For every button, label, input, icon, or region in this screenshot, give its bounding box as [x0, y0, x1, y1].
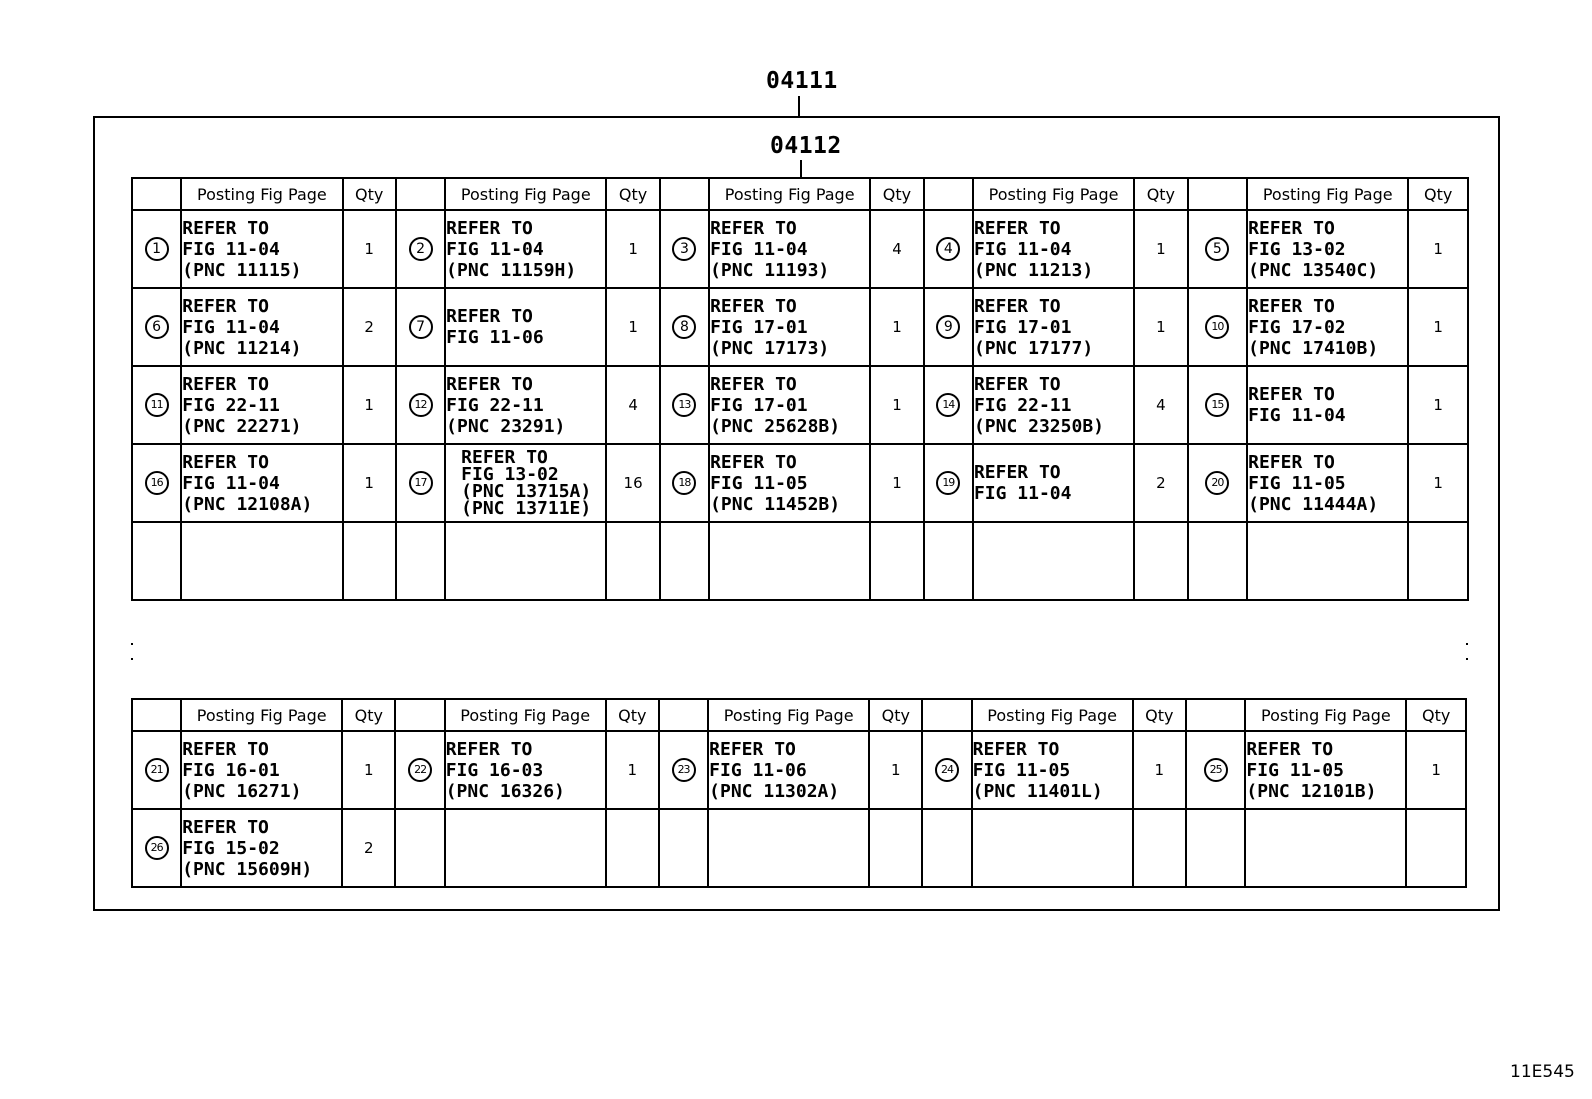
table-row	[132, 366, 1468, 444]
reference-line: (PNC 17410B)	[1248, 337, 1379, 359]
reference-line: REFER TO	[182, 373, 269, 395]
empty-cell	[972, 809, 1133, 887]
reference-line: REFER TO	[461, 447, 548, 468]
header-qty: Qty	[1134, 178, 1187, 210]
reference-line: FIG 11-04	[182, 316, 280, 338]
item-number-circle: 23	[672, 758, 696, 782]
item-number-cell	[396, 366, 445, 444]
posting-reference-cell	[1247, 444, 1408, 522]
posting-reference-cell	[709, 366, 870, 444]
header-blank-cell	[396, 178, 445, 210]
header-blank-cell	[922, 699, 971, 731]
header-qty: Qty	[869, 699, 922, 731]
header-qty: Qty	[1133, 699, 1186, 731]
header-qty: Qty	[1406, 699, 1466, 731]
empty-cell	[1406, 809, 1466, 887]
continuation-dot	[131, 658, 133, 660]
header-posting-fig-page: Posting Fig Page	[445, 699, 606, 731]
reference-line: (PNC 23291)	[446, 415, 566, 437]
reference-line: (PNC 23250B)	[973, 415, 1104, 437]
qty-cell: 1	[606, 288, 659, 366]
illustration-code: 11E545	[1510, 1062, 1575, 1082]
qty-cell: 4	[606, 366, 659, 444]
item-number-cell	[396, 288, 445, 366]
item-number-cell	[132, 809, 181, 887]
reference-line: FIG 11-05	[972, 759, 1071, 781]
item-number-cell	[1186, 731, 1245, 809]
item-number-cell	[132, 366, 181, 444]
item-number-circle: 7	[409, 315, 433, 339]
qty-cell: 1	[870, 444, 923, 522]
reference-table-upper	[131, 177, 1469, 601]
reference-line: (PNC 11159H)	[446, 259, 577, 281]
item-number-circle: 11	[145, 393, 169, 417]
assembly-label: 04111	[766, 68, 838, 94]
table-row	[132, 731, 1466, 809]
item-number-cell	[660, 444, 709, 522]
reference-line: FIG 11-04	[446, 238, 544, 260]
item-number-circle: 9	[936, 315, 960, 339]
continuation-dot	[1466, 643, 1468, 645]
header-posting-fig-page: Posting Fig Page	[181, 699, 342, 731]
item-number-circle: 17	[409, 471, 433, 495]
empty-cell	[606, 809, 659, 887]
item-number-cell	[924, 444, 973, 522]
empty-cell	[132, 522, 181, 600]
reference-line: (PNC 12108A)	[182, 493, 313, 515]
header-blank-cell	[132, 178, 181, 210]
reference-line: (PNC 11302A)	[709, 780, 840, 802]
reference-line: REFER TO	[182, 816, 269, 838]
reference-line: REFER TO	[446, 217, 533, 239]
continuation-dot	[131, 643, 133, 645]
reference-line: FIG 17-01	[973, 316, 1072, 338]
posting-reference-cell	[1247, 210, 1408, 288]
header-blank-cell	[1188, 178, 1248, 210]
posting-reference-cell	[973, 366, 1134, 444]
qty-cell: 16	[606, 444, 659, 522]
empty-cell	[660, 522, 709, 600]
posting-reference-cell	[1245, 731, 1406, 809]
empty-cell	[1134, 522, 1187, 600]
item-number-cell	[132, 444, 181, 522]
header-qty: Qty	[343, 178, 396, 210]
reference-line: FIG 11-04	[710, 238, 808, 260]
posting-reference-cell	[709, 444, 870, 522]
posting-reference-cell	[181, 288, 342, 366]
header-posting-fig-page: Posting Fig Page	[709, 178, 870, 210]
table-row	[132, 809, 1466, 887]
qty-cell: 4	[870, 210, 923, 288]
item-number-cell	[924, 288, 973, 366]
item-number-circle: 15	[1205, 393, 1229, 417]
reference-line: FIG 11-05	[1248, 472, 1346, 494]
reference-line: FIG 13-02	[461, 464, 559, 485]
item-number-circle: 10	[1205, 315, 1229, 339]
item-number-cell	[396, 210, 445, 288]
header-qty: Qty	[870, 178, 923, 210]
reference-line: REFER TO	[1246, 738, 1334, 760]
item-number-cell	[660, 288, 709, 366]
header-blank-cell	[395, 699, 444, 731]
empty-cell	[1186, 809, 1245, 887]
reference-line: REFER TO	[182, 738, 269, 760]
qty-cell: 1	[1408, 366, 1468, 444]
header-blank-cell	[660, 178, 709, 210]
item-number-circle: 25	[1204, 758, 1228, 782]
posting-reference-cell	[709, 288, 870, 366]
header-blank-cell	[132, 699, 181, 731]
posting-reference-cell	[708, 731, 869, 809]
header-posting-fig-page: Posting Fig Page	[973, 178, 1134, 210]
reference-line: FIG 17-01	[710, 394, 808, 416]
reference-line: FIG 22-11	[973, 394, 1072, 416]
reference-line: FIG 11-04	[182, 238, 280, 260]
qty-cell: 1	[1133, 731, 1186, 809]
posting-reference-cell	[445, 288, 606, 366]
posting-reference-cell	[445, 444, 606, 522]
item-number-cell	[132, 210, 181, 288]
reference-line: (PNC 12101B)	[1246, 780, 1377, 802]
item-number-circle: 14	[936, 393, 960, 417]
header-blank-cell	[924, 178, 973, 210]
posting-reference-cell	[973, 444, 1134, 522]
header-blank-cell	[1186, 699, 1245, 731]
posting-reference-cell	[973, 288, 1134, 366]
item-number-circle: 22	[408, 758, 432, 782]
reference-line: REFER TO	[1248, 217, 1335, 239]
qty-cell: 1	[342, 731, 395, 809]
posting-reference-cell	[181, 809, 342, 887]
item-number-circle: 19	[936, 471, 960, 495]
reference-line: (PNC 11213)	[973, 259, 1094, 281]
qty-cell: 2	[1134, 444, 1187, 522]
reference-line: FIG 11-05	[710, 472, 808, 494]
reference-line: REFER TO	[973, 295, 1061, 317]
item-number-circle: 2	[409, 237, 433, 261]
reference-line: (PNC 11115)	[182, 259, 302, 281]
header-posting-fig-page: Posting Fig Page	[708, 699, 869, 731]
header-qty: Qty	[606, 699, 659, 731]
header-posting-fig-page: Posting Fig Page	[445, 178, 606, 210]
posting-reference-cell	[1247, 288, 1408, 366]
table-header-row	[132, 178, 1468, 210]
qty-cell: 1	[869, 731, 922, 809]
empty-cell	[708, 809, 869, 887]
empty-cell	[1245, 809, 1406, 887]
reference-line: REFER TO	[182, 451, 269, 473]
item-number-cell	[924, 210, 973, 288]
reference-line: (PNC 13715A)	[461, 481, 592, 502]
empty-cell	[924, 522, 973, 600]
header-blank-cell	[659, 699, 708, 731]
item-number-cell	[1188, 444, 1248, 522]
continuation-dot	[1466, 658, 1468, 660]
table-header-row	[132, 699, 1466, 731]
qty-cell: 1	[870, 288, 923, 366]
empty-cell	[659, 809, 708, 887]
item-number-circle: 18	[672, 471, 696, 495]
item-number-circle: 26	[145, 836, 169, 860]
qty-cell: 1	[870, 366, 923, 444]
item-number-circle: 5	[1205, 237, 1229, 261]
reference-line: (PNC 13711E)	[461, 498, 592, 519]
empty-cell	[922, 809, 971, 887]
posting-reference-cell	[181, 444, 342, 522]
item-number-circle: 1	[145, 237, 169, 261]
posting-reference-cell	[1247, 366, 1408, 444]
reference-line: REFER TO	[445, 738, 533, 760]
reference-line: (PNC 16271)	[182, 780, 302, 802]
item-number-cell	[1188, 210, 1248, 288]
item-number-cell	[132, 731, 181, 809]
reference-line: FIG 15-02	[182, 837, 280, 859]
qty-cell: 1	[1134, 210, 1187, 288]
reference-line: (PNC 17173)	[710, 337, 830, 359]
empty-cell	[1133, 809, 1186, 887]
item-number-cell	[659, 731, 708, 809]
reference-line: (PNC 25628B)	[710, 415, 841, 437]
posting-reference-cell	[181, 366, 342, 444]
empty-cell	[343, 522, 396, 600]
header-posting-fig-page: Posting Fig Page	[1245, 699, 1406, 731]
posting-reference-cell	[445, 366, 606, 444]
posting-reference-cell	[181, 210, 342, 288]
table-row	[132, 444, 1468, 522]
qty-cell: 1	[606, 731, 659, 809]
item-number-circle: 4	[936, 237, 960, 261]
item-number-cell	[132, 288, 181, 366]
reference-line: (PNC 11214)	[182, 337, 302, 359]
qty-cell: 1	[1408, 210, 1468, 288]
reference-line: REFER TO	[709, 738, 796, 760]
reference-line: FIG 22-11	[182, 394, 280, 416]
reference-line: REFER TO	[973, 462, 1061, 483]
empty-cell	[1188, 522, 1248, 600]
reference-line: FIG 16-01	[182, 759, 280, 781]
reference-line: (PNC 11444A)	[1248, 493, 1379, 515]
qty-cell: 1	[1408, 444, 1468, 522]
reference-line: FIG 11-06	[709, 759, 807, 781]
reference-line: FIG 11-06	[446, 327, 544, 348]
item-number-cell	[396, 444, 445, 522]
item-number-circle: 3	[672, 237, 696, 261]
item-number-circle: 8	[672, 315, 696, 339]
item-number-cell	[660, 366, 709, 444]
assembly-leader-line	[798, 96, 800, 118]
item-number-circle: 20	[1205, 471, 1229, 495]
reference-line: REFER TO	[973, 217, 1061, 239]
reference-line: REFER TO	[973, 373, 1061, 395]
reference-line: REFER TO	[1248, 451, 1335, 473]
reference-line: REFER TO	[710, 373, 797, 395]
reference-line: (PNC 11401L)	[972, 780, 1103, 802]
item-number-cell	[922, 731, 971, 809]
item-number-circle: 24	[935, 758, 959, 782]
reference-line: REFER TO	[710, 217, 797, 239]
empty-cell	[445, 522, 606, 600]
empty-cell	[1408, 522, 1468, 600]
reference-line: FIG 11-04	[182, 472, 280, 494]
header-posting-fig-page: Posting Fig Page	[972, 699, 1133, 731]
reference-line: FIG 11-04	[973, 483, 1072, 504]
qty-cell: 1	[343, 366, 396, 444]
reference-line: (PNC 11452B)	[710, 493, 841, 515]
reference-line: FIG 17-02	[1248, 316, 1346, 338]
empty-cell	[396, 522, 445, 600]
qty-cell: 1	[1408, 288, 1468, 366]
table-row	[132, 288, 1468, 366]
qty-cell: 1	[343, 444, 396, 522]
qty-cell: 4	[1134, 366, 1187, 444]
qty-cell: 2	[342, 809, 395, 887]
empty-cell	[1247, 522, 1408, 600]
empty-cell	[869, 809, 922, 887]
empty-cell	[181, 522, 342, 600]
reference-line: REFER TO	[182, 217, 269, 239]
qty-cell: 1	[1134, 288, 1187, 366]
header-qty: Qty	[606, 178, 659, 210]
reference-line: REFER TO	[972, 738, 1060, 760]
item-number-circle: 16	[145, 471, 169, 495]
reference-line: FIG 13-02	[1248, 238, 1346, 260]
reference-line: (PNC 17177)	[973, 337, 1094, 359]
reference-line: (PNC 13540C)	[1248, 259, 1379, 281]
posting-reference-cell	[445, 210, 606, 288]
reference-line: (PNC 11193)	[710, 259, 830, 281]
item-number-cell	[1188, 366, 1248, 444]
qty-cell: 1	[1406, 731, 1466, 809]
posting-reference-cell	[445, 731, 606, 809]
reference-line: FIG 11-04	[973, 238, 1072, 260]
reference-line: REFER TO	[446, 373, 533, 395]
qty-cell: 1	[606, 210, 659, 288]
empty-cell	[395, 809, 444, 887]
empty-cell	[709, 522, 870, 600]
qty-cell: 2	[343, 288, 396, 366]
empty-cell	[606, 522, 659, 600]
header-posting-fig-page: Posting Fig Page	[1247, 178, 1408, 210]
empty-cell	[445, 809, 606, 887]
reference-line: REFER TO	[710, 295, 797, 317]
reference-line: FIG 11-04	[1248, 405, 1346, 426]
item-number-cell	[924, 366, 973, 444]
item-number-cell	[660, 210, 709, 288]
reference-line: FIG 22-11	[446, 394, 544, 416]
header-qty: Qty	[342, 699, 395, 731]
posting-reference-cell	[972, 731, 1133, 809]
reference-line: FIG 11-05	[1246, 759, 1344, 781]
posting-reference-cell	[181, 731, 342, 809]
reference-line: (PNC 22271)	[182, 415, 302, 437]
posting-reference-cell	[973, 210, 1134, 288]
reference-line: REFER TO	[446, 306, 533, 327]
item-number-cell	[1188, 288, 1248, 366]
reference-line: REFER TO	[1248, 384, 1335, 405]
table-row	[132, 210, 1468, 288]
posting-reference-cell	[709, 210, 870, 288]
table-row	[132, 522, 1468, 600]
subassembly-leader-line	[800, 160, 802, 177]
reference-line: REFER TO	[182, 295, 269, 317]
empty-cell	[973, 522, 1134, 600]
reference-table-lower	[131, 698, 1467, 888]
item-number-circle: 12	[409, 393, 433, 417]
item-number-circle: 21	[145, 758, 169, 782]
header-qty: Qty	[1408, 178, 1468, 210]
qty-cell: 1	[343, 210, 396, 288]
empty-cell	[870, 522, 923, 600]
reference-line: FIG 17-01	[710, 316, 808, 338]
item-number-circle: 6	[145, 315, 169, 339]
reference-line: (PNC 15609H)	[182, 858, 313, 880]
item-number-cell	[395, 731, 444, 809]
reference-line: FIG 16-03	[445, 759, 544, 781]
reference-line: REFER TO	[1248, 295, 1335, 317]
header-posting-fig-page: Posting Fig Page	[181, 178, 342, 210]
subassembly-label: 04112	[770, 133, 842, 159]
reference-line: REFER TO	[710, 451, 797, 473]
reference-line: (PNC 16326)	[445, 780, 565, 802]
item-number-circle: 13	[672, 393, 696, 417]
